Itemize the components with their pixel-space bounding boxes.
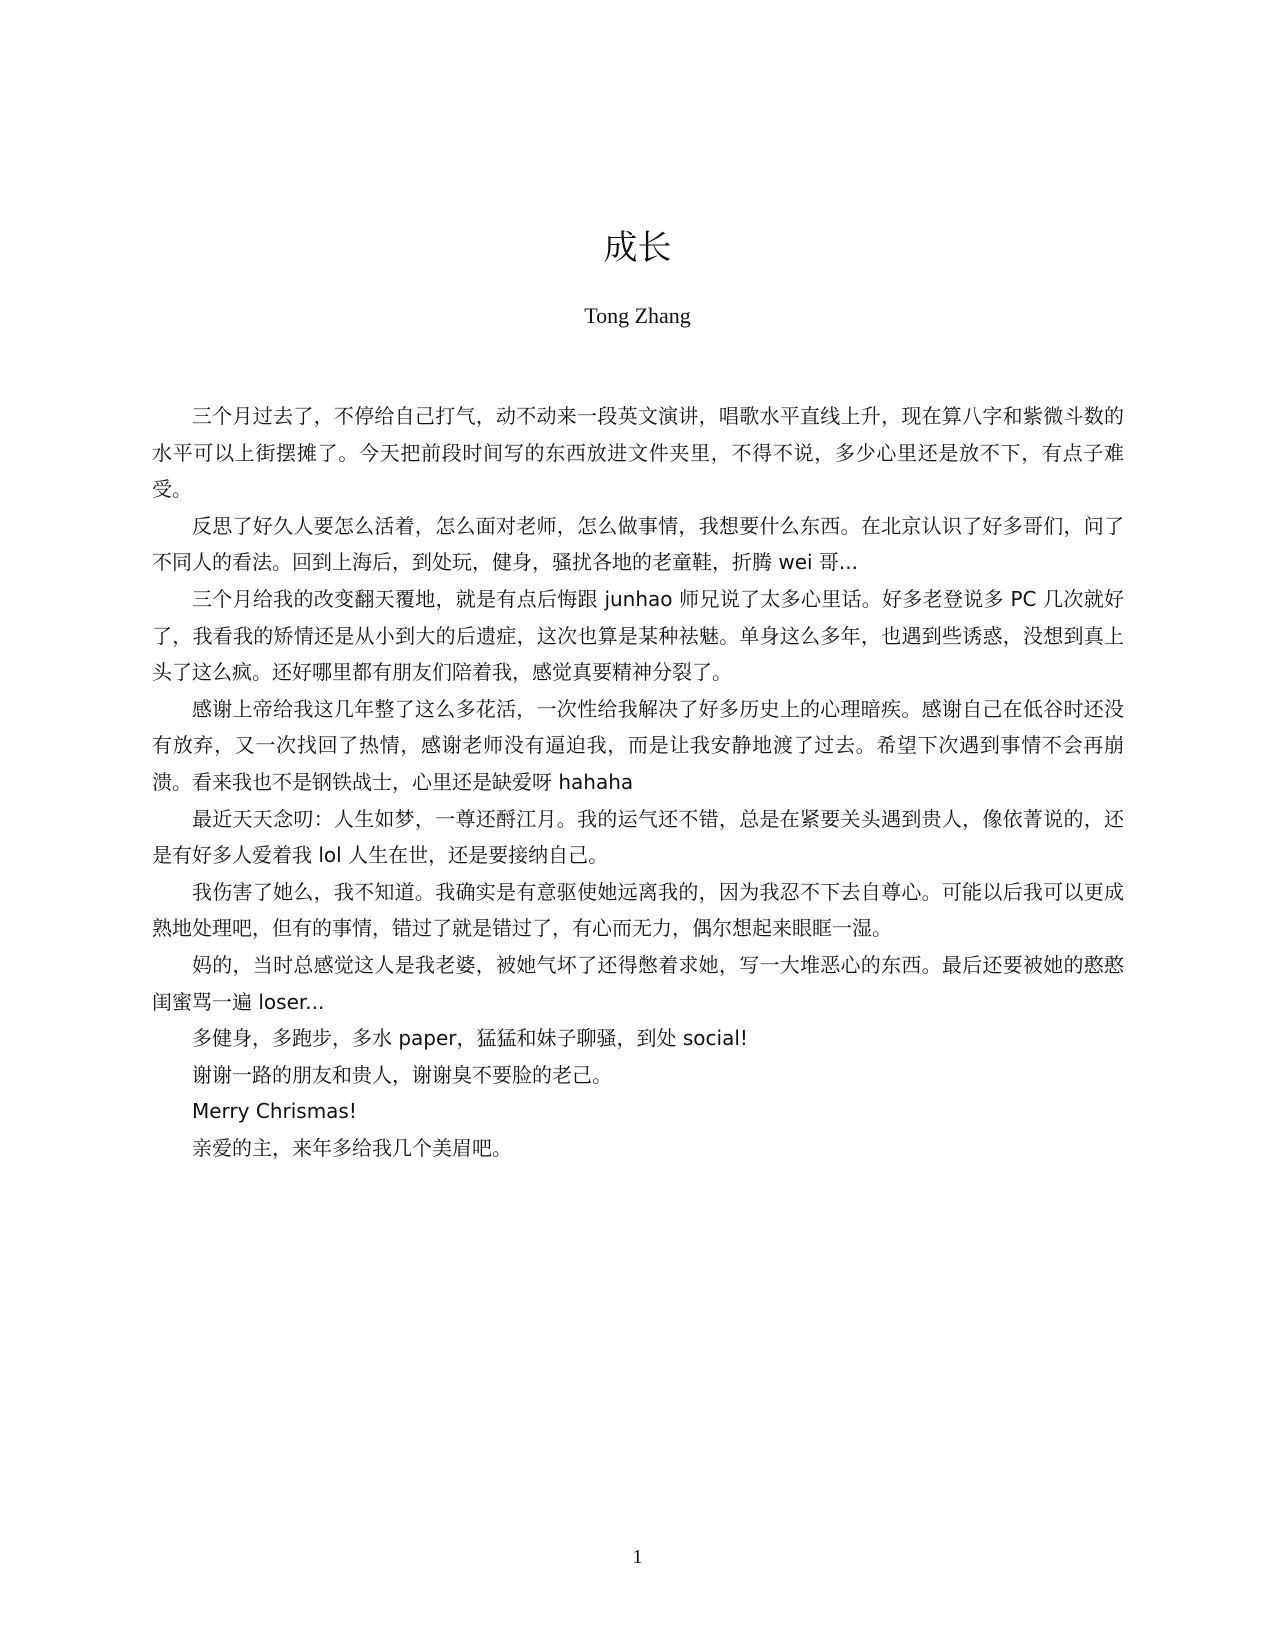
paragraph: 多健身，多跑步，多水 paper，猛猛和妹子聊骚，到处 social! <box>192 1026 748 1051</box>
paragraph: 感谢上帝给我这几年整了这么多花活，一次性给我解决了好多历史上的心理暗疾。感谢自己在低谷时还没有放弃，又一次找回了热情，感谢老师没有逼迫我，而是让我安静地渡了过去。希望下次遇到事情不会再崩溃。看来我也不是钢铁战士，心里还是缺爱呀 hahaha <box>152 696 1124 794</box>
paragraph: 我伤害了她么，我不知道。我确实是有意驱使她远离我的，因为我忍不下去自尊心。可能以后我可以更成熟地处理吧，但有的事情，错过了就是错过了，有心而无力，偶尔想起来眼眶一湿。 <box>152 879 1124 941</box>
paragraph: 谢谢一路的朋友和贵人，谢谢臭不要脸的老己。 <box>192 1062 612 1087</box>
document-title: 成长 <box>603 228 672 268</box>
paragraph: 最近天天念叨：人生如梦，一尊还酹江月。我的运气还不错，总是在紧要关头遇到贵人，像依菁说的，还是有好多人爱着我 lol 人生在世，还是要接纳自己。 <box>152 806 1124 868</box>
paragraph: 妈的，当时总感觉这人是我老婆，被她气坏了还得憋着求她，写一大堆恶心的东西。最后还要被她的憨憨闺蜜骂一遍 loser... <box>152 952 1124 1014</box>
paragraph: Merry Chrismas! <box>192 1099 357 1124</box>
paragraph: 三个月给我的改变翻天覆地，就是有点后悔跟 junhao 师兄说了太多心里话。好多老登说多 PC 几次就好了，我看我的矫情还是从小到大的后遗症，这次也算是某种祛魅。单身这么多年，也遇到些诱惑，没想到真上头了这么疯。还好哪里都有朋友们陪着我，感觉真要精神分裂了。 <box>152 586 1124 685</box>
paragraph: 亲爱的主，来年多给我几个美眉吧。 <box>192 1135 512 1160</box>
document-author: Tong Zhang <box>584 303 691 328</box>
paragraph: 三个月过去了，不停给自己打气，动不动来一段英文演讲，唱歌水平直线上升，现在算八字和紫微斗数的水平可以上街摆摊了。今天把前段时间写的东西放进文件夹里，不得不说，多少心里还是放不下，有点子难受。 <box>152 404 1124 502</box>
page-number: 1 <box>632 1546 643 1568</box>
document-body <box>152 398 1124 1166</box>
paragraph: 反思了好久人要怎么活着，怎么面对老师，怎么做事情，我想要什么东西。在北京认识了好多哥们，问了不同人的看法。回到上海后，到处玩，健身，骚扰各地的老童鞋，折腾 wei 哥... <box>152 513 1124 575</box>
